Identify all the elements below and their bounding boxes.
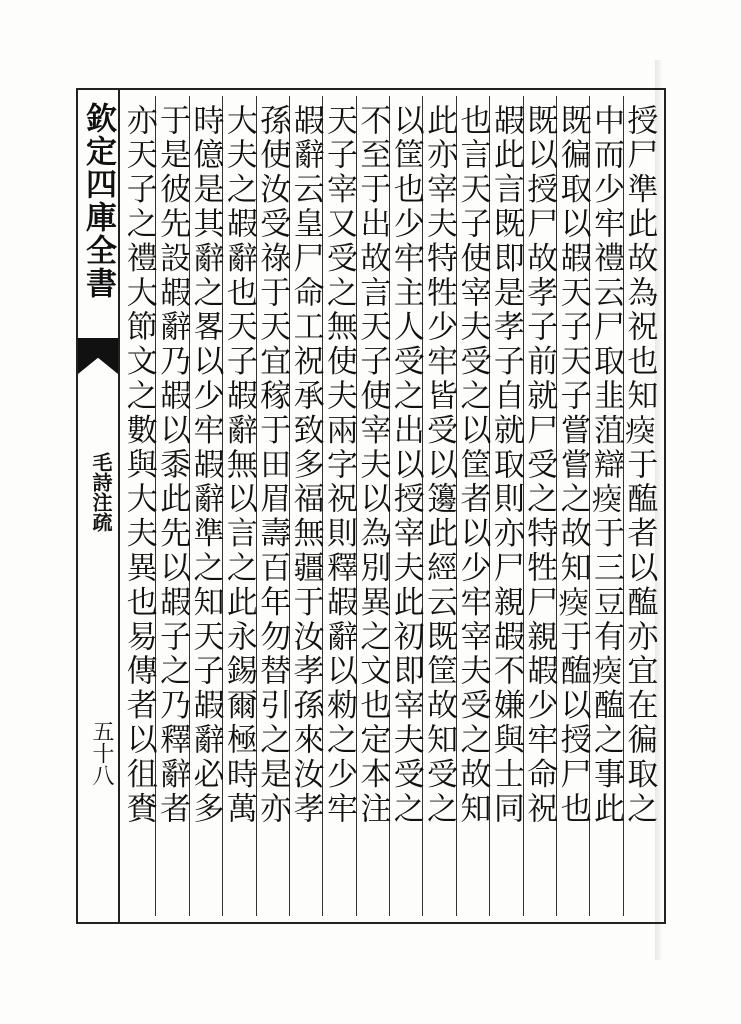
text-column: 于是彼先設嘏辭乃嘏以黍此先以嘏子之乃釋辭者 [154, 104, 191, 827]
book-title: 欽定四庫全書 [80, 102, 116, 300]
text-column: 也言天子使宰夫受之以筐者以少牢宰夫受之故知 [454, 104, 491, 827]
text-column: 時億是其辭之畧以少牢嘏辭準之知天子嘏辭必多 [187, 104, 224, 827]
text-column: 以筐也少牢主人受之出以授宰夫此初即宰夫受之 [387, 104, 424, 827]
text-column: 嘏辭云皇尸命工祝承致多福無疆于汝孝孫來汝孝 [287, 104, 324, 827]
text-column: 不至于出故言天子使宰夫以為別異之文也定本注 [354, 104, 391, 827]
text-column: 孫使汝受祿于天宜稼于田眉壽百年勿替引之是亦 [254, 104, 291, 827]
text-column: 嘏此言既即是孝子自就取則亦尸親嘏不嫌與士同 [487, 104, 524, 827]
text-column: 既徧取以嘏天子天子嘗嘗之故知𤷿于醢以授尸也 [554, 104, 591, 827]
page-number: 五十八 [89, 720, 114, 786]
text-column: 大夫之嘏辭也天子嘏辭無以言之此永錫爾極時萬 [220, 104, 257, 827]
text-column: 此亦宰夫特牲少牢皆受以籩此經云既筐故知受之 [421, 104, 458, 827]
text-column: 中而少牢禮云尸取韭菹辯𤷿于三豆有𤷿醢之事此 [587, 104, 624, 827]
text-column: 授尸準此故為祝也知𤷿于醢者以醢亦宜在徧取之 [621, 104, 658, 827]
text-column: 既以授尸故孝子前就尸受之特牲尸親嘏少牢命祝 [521, 104, 558, 827]
text-column: 天子宰又受之無使夫兩字祝則釋嘏辭以勑之少牢 [320, 104, 357, 827]
section-title: 毛詩注疏 [89, 452, 113, 532]
text-column: 亦天子之禮大節文之數與大夫異也易傳者以徂賚 [120, 104, 157, 827]
